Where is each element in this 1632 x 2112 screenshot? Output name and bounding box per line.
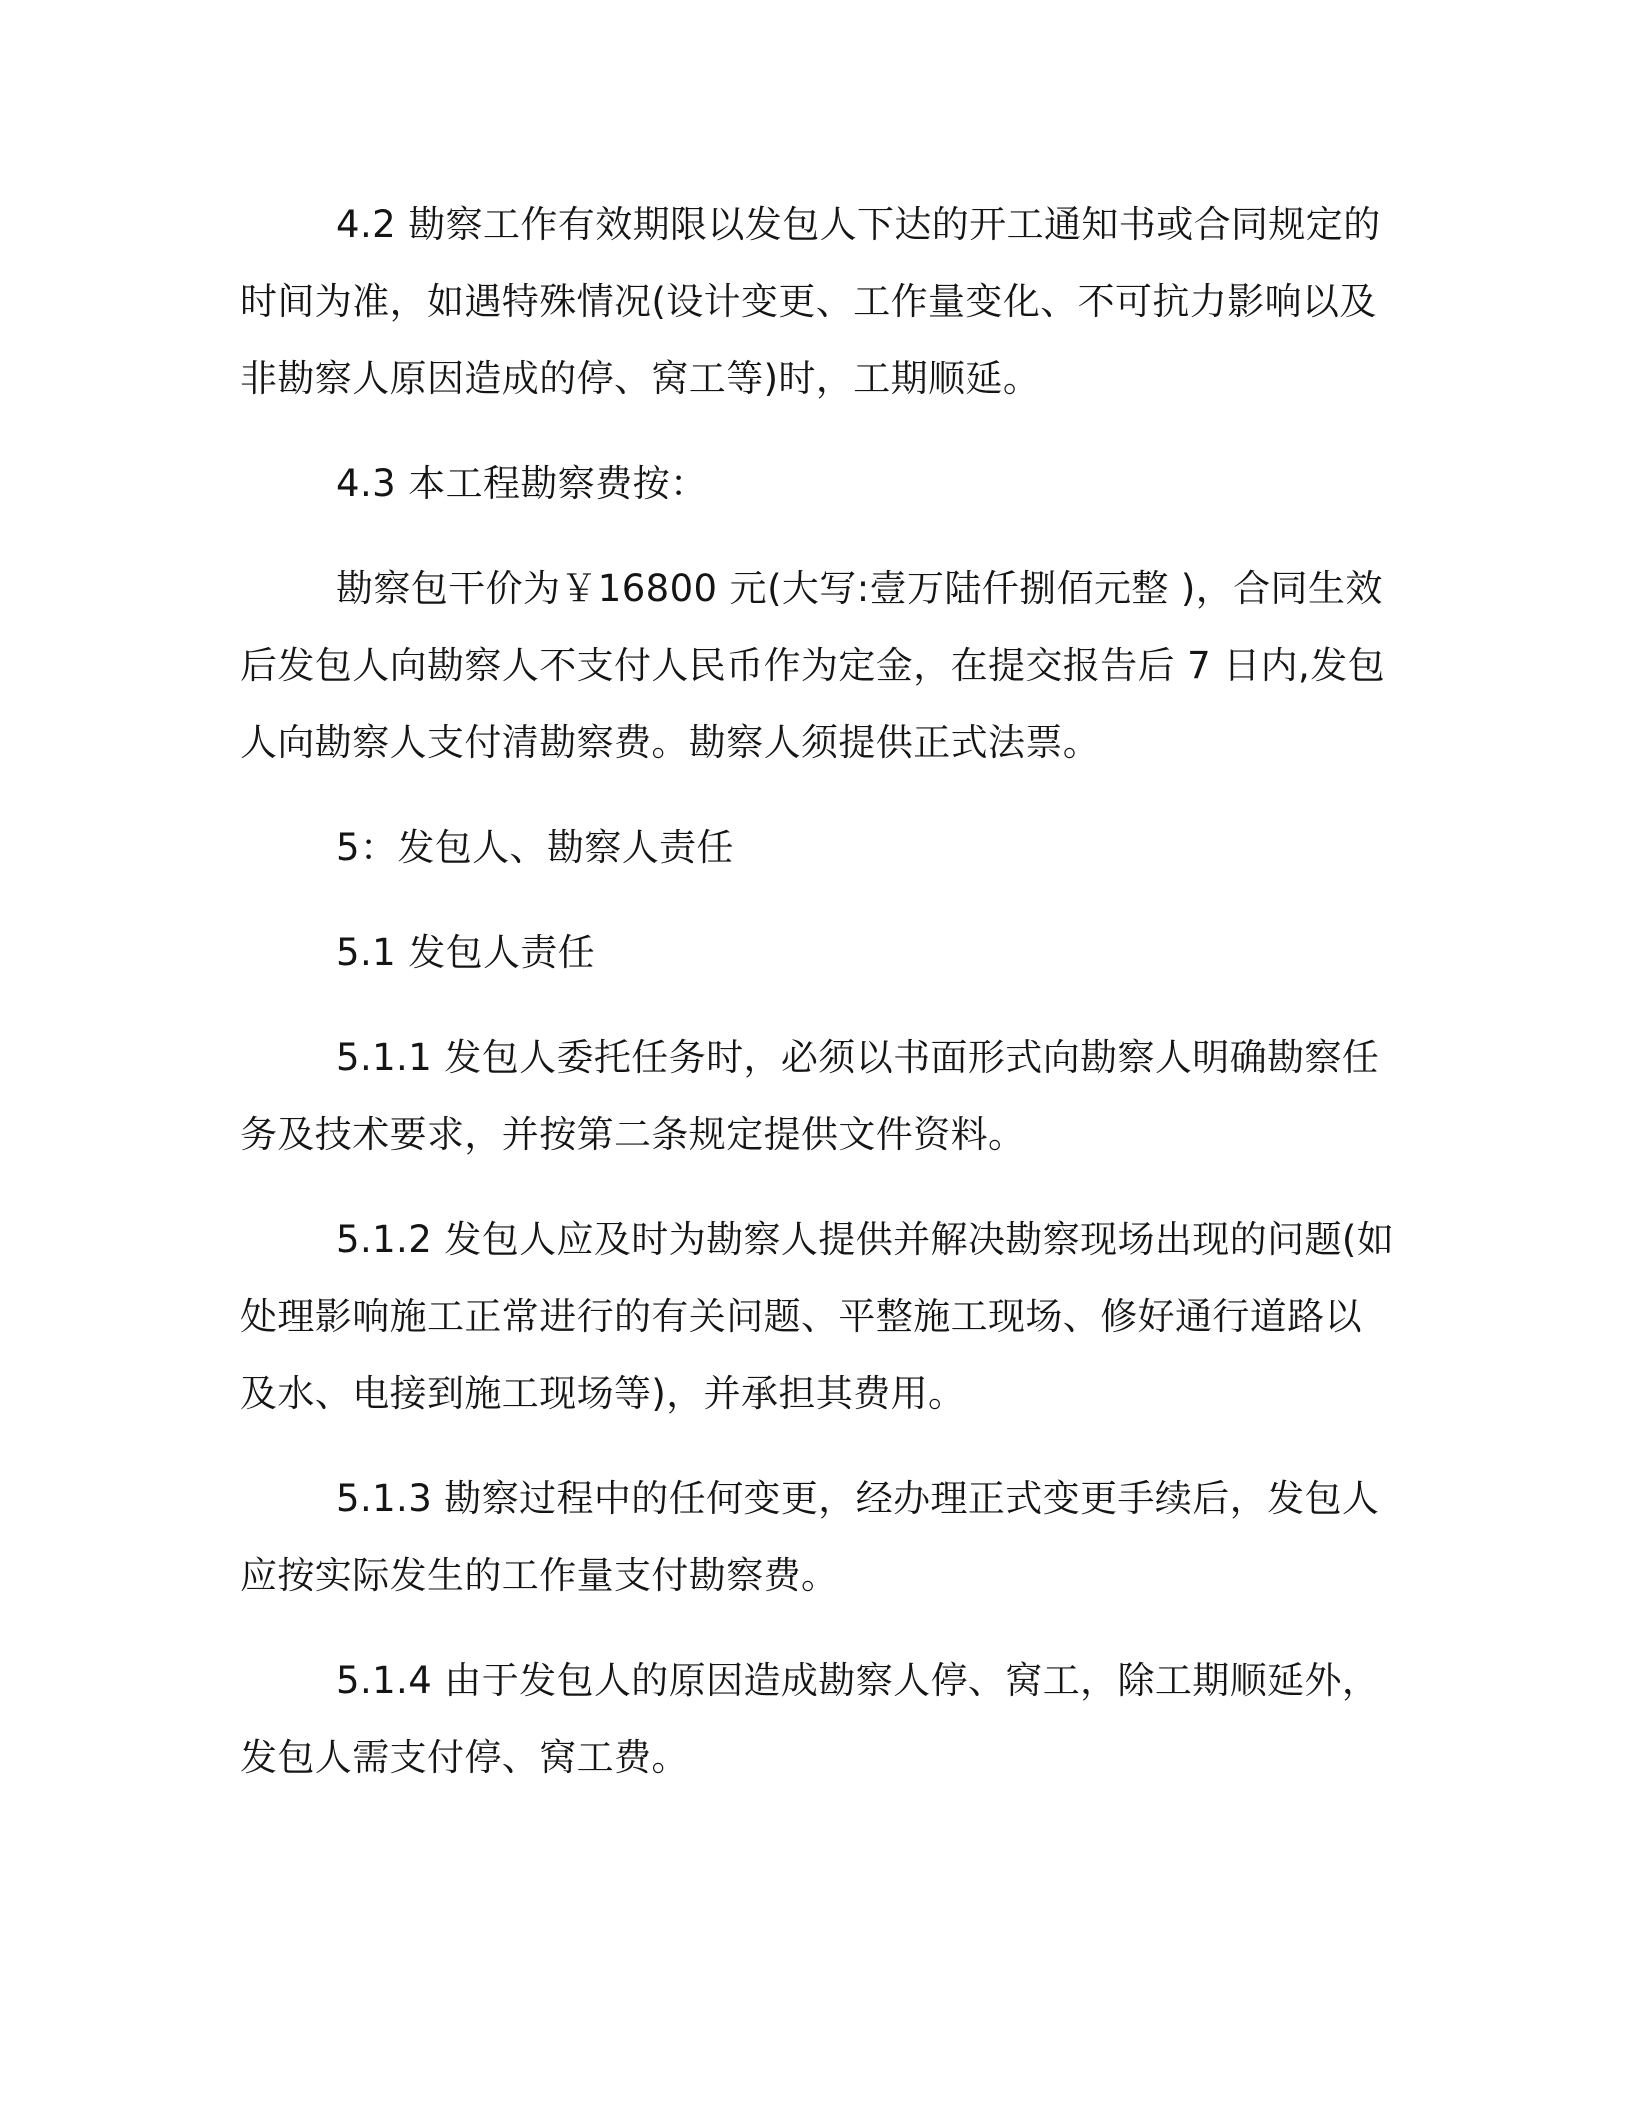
clause-4-2 — [240, 186, 1380, 417]
text-line: 发包人需支付停、窝工费。 — [240, 1736, 689, 1779]
section-5-1-heading — [240, 914, 1380, 991]
text-line: 勘察包干价为￥16800 元(大写:壹万陆仟捌佰元整 )，合同生效 — [336, 567, 1383, 610]
text-line: 人向勘察人支付清勘察费。勘察人须提供正式法票。 — [240, 721, 1101, 764]
section-5-heading — [240, 809, 1380, 886]
clause-fee — [240, 550, 1386, 781]
clause-5-1-3 — [240, 1460, 1380, 1614]
text-line: 5.1.1 发包人委托任务时，必须以书面形式向勘察人明确勘察任 — [336, 1036, 1380, 1079]
text-line: 处理影响施工正常进行的有关问题、平整施工现场、修好通行道路以 — [240, 1295, 1362, 1338]
document-body — [240, 186, 1395, 1824]
text-line: 5：发包人、勘察人责任 — [336, 826, 734, 869]
text-line: 时间为准，如遇特殊情况(设计变更、工作量变化、不可抗力影响以及 — [240, 280, 1377, 323]
text-line: 5.1 发包人责任 — [336, 931, 596, 974]
text-line: 应按实际发生的工作量支付勘察费。 — [240, 1554, 839, 1597]
text-line: 5.1.2 发包人应及时为勘察人提供并解决勘察现场出现的问题(如 — [336, 1218, 1395, 1261]
clause-5-1-1 — [240, 1019, 1380, 1173]
clause-5-1-4 — [240, 1642, 1380, 1796]
text-line: 5.1.4 由于发包人的原因造成勘察人停、窝工，除工期顺延外， — [336, 1659, 1380, 1702]
text-line: 务及技术要求，并按第二条规定提供文件资料。 — [240, 1113, 1026, 1156]
text-line: 后发包人向勘察人不支付人民币作为定金，在提交报告后 7 日内,发包 — [240, 644, 1386, 687]
text-line: 4.3 本工程勘察费按： — [336, 462, 708, 505]
clause-4-3 — [240, 445, 1380, 522]
text-line: 非勘察人原因造成的停、窝工等)时，工期顺延。 — [240, 357, 1041, 400]
clause-5-1-2 — [240, 1201, 1395, 1432]
text-line: 及水、电接到施工现场等)，并承担其费用。 — [240, 1372, 966, 1415]
text-line: 4.2 勘察工作有效期限以发包人下达的开工通知书或合同规定的 — [336, 203, 1381, 246]
text-line: 5.1.3 勘察过程中的任何变更，经办理正式变更手续后，发包人 — [336, 1477, 1380, 1520]
